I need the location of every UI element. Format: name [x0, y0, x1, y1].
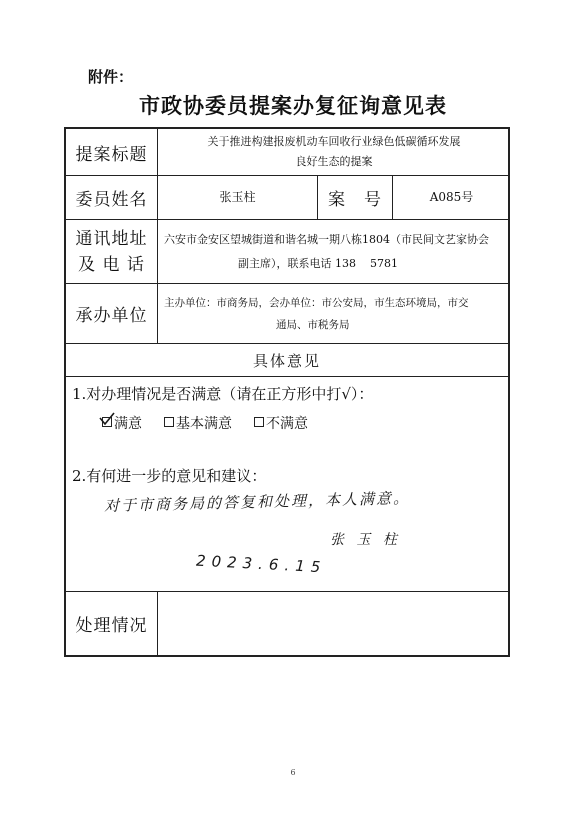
- row-address: [66, 220, 508, 284]
- satisfaction-options: [102, 413, 308, 433]
- proposal-title-line1: 关于推进构建报废机动车回收行业绿色低碳循环发展: [207, 135, 461, 148]
- row-opinion-body: [66, 377, 508, 592]
- units-label: 承办单位: [66, 284, 158, 343]
- address-label: [66, 220, 158, 283]
- checkbox-basic-satisfied[interactable]: [164, 417, 174, 427]
- address-label-line1: 通讯地址: [75, 228, 148, 249]
- handwritten-date: 2023.6.15: [195, 551, 327, 577]
- option-satisfied[interactable]: [102, 413, 142, 433]
- attachment-label: 附件：: [88, 68, 134, 86]
- units-line1: 主办单位：市商务局，会办单位：市公安局，市生态环境局，市交: [164, 296, 469, 309]
- question-satisfaction: 1.对办理情况是否满意（请在正方形中打√）：: [72, 385, 374, 403]
- address-value: [158, 220, 510, 283]
- processing-value: [158, 592, 510, 655]
- question-suggestions: 2.有何进一步的意见和建议：: [72, 467, 267, 485]
- page-title: 市政协委员提案办复征询意见表: [139, 93, 447, 118]
- opinion-section-title: 具体意见: [252, 351, 321, 370]
- option-unsatisfied-label: 不满意: [266, 416, 308, 432]
- units-line2: 通局、市税务局: [276, 318, 350, 331]
- address-label-line2: 及 电 话: [78, 254, 145, 275]
- page-number: 6: [290, 768, 296, 777]
- address-phone-tail: 5781: [370, 256, 398, 270]
- case-no-value: A085号: [429, 190, 474, 204]
- handwritten-signature: 张 玉 柱: [330, 532, 401, 548]
- row-member-name: [66, 176, 508, 220]
- member-name-label: 委员姓名: [66, 176, 158, 219]
- option-basic-satisfied[interactable]: [164, 413, 232, 433]
- handwritten-opinion: 对于市商务局的答复和处理，本人满意。: [103, 488, 411, 516]
- option-basic-satisfied-label: 基本满意: [176, 416, 232, 432]
- member-name-value: 张玉柱: [158, 176, 318, 219]
- proposal-title-label: 提案标题: [66, 129, 158, 175]
- option-satisfied-label: 满意: [114, 416, 142, 432]
- checkbox-unsatisfied[interactable]: [254, 417, 264, 427]
- check-mark-icon: [99, 412, 115, 426]
- address-line2: 副主席），联系电话 138: [238, 256, 356, 270]
- row-proposal-title: [66, 129, 508, 176]
- checkbox-satisfied[interactable]: [102, 417, 112, 427]
- units-value: [158, 284, 510, 343]
- proposal-title-value: [158, 129, 510, 175]
- case-no-label: 案 号: [318, 176, 393, 219]
- row-processing: [66, 592, 508, 655]
- row-opinion-header: [66, 344, 508, 377]
- processing-label: 处理情况: [66, 592, 158, 655]
- address-line2-wrap: [164, 252, 398, 276]
- address-line1: 六安市金安区望城街道和谐名城一期八栋1804（市民间文艺家协会: [164, 232, 489, 246]
- opinion-form: [64, 127, 510, 657]
- proposal-title-line2: 良好生态的提案: [295, 155, 373, 168]
- option-unsatisfied[interactable]: [254, 413, 308, 433]
- row-units: [66, 284, 508, 344]
